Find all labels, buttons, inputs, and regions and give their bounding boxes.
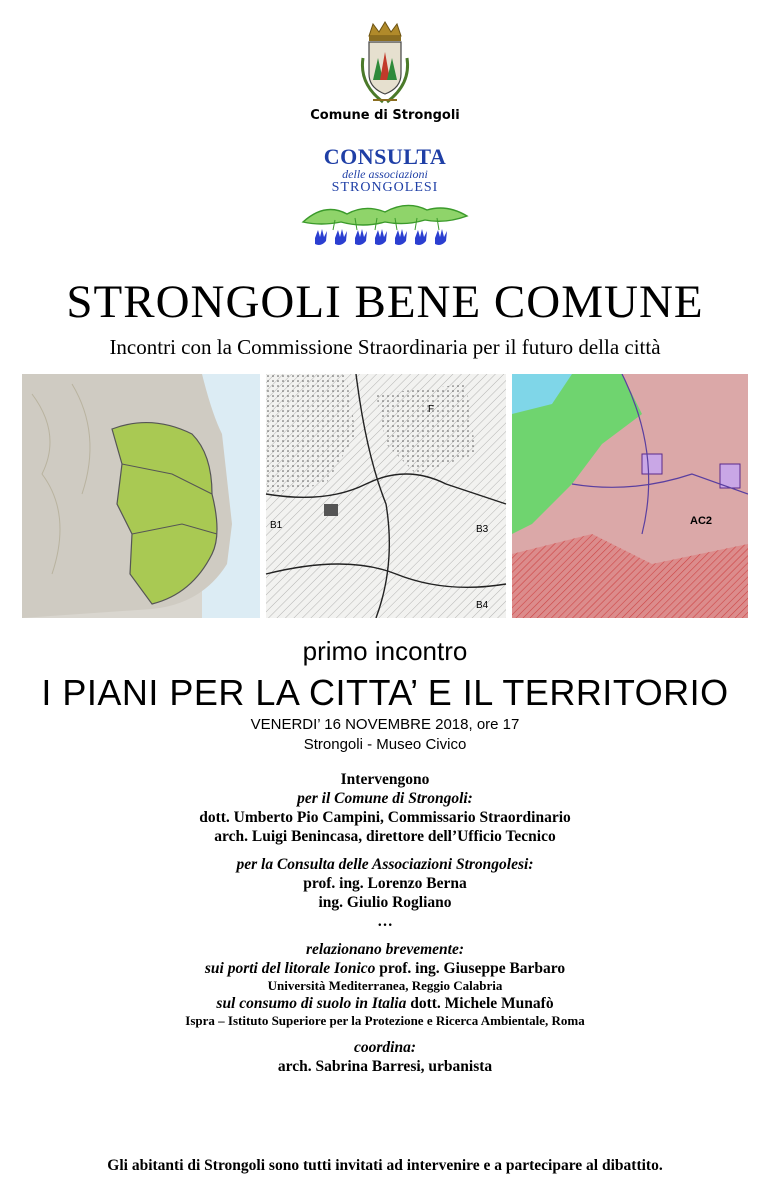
speaker-berna: prof. ing. Lorenzo Berna xyxy=(303,875,467,892)
speaker-campini: dott. Umberto Pio Campini, Commissario Straordinario xyxy=(199,809,571,826)
coat-of-arms-logo xyxy=(355,18,415,108)
map-label-f: F xyxy=(428,404,435,415)
speakers-section xyxy=(0,770,770,1076)
brief-item-munafo xyxy=(0,994,770,1013)
brief-item-barbaro xyxy=(0,959,770,978)
coordinator-name: arch. Sabrina Barresi, urbanista xyxy=(277,1058,493,1075)
event-datetime: VENERDI’ 16 NOVEMBRE 2018, ore 17 xyxy=(250,716,520,733)
meeting-topic: I PIANI PER LA CITTA’ E IL TERRITORIO xyxy=(41,672,729,713)
event-place: Strongoli - Museo Civico xyxy=(303,736,467,753)
speaker-benincasa: arch. Luigi Benincasa, direttore dell’Ufficio Tecnico xyxy=(214,828,556,845)
zoning-plan-map xyxy=(512,374,748,618)
map-label-b1: B1 xyxy=(270,520,283,531)
map-label-b4: B4 xyxy=(476,600,489,611)
coordinator-label: coordina: xyxy=(354,1039,416,1056)
invitation-footer: Gli abitanti di Strongoli sono tutti invitati ad intervenire e a partecipare al dibattito. xyxy=(107,1157,663,1174)
consulta-label: per la Consulta delle Associazioni Strongolesi: xyxy=(236,856,534,873)
ellipsis: … xyxy=(377,913,393,930)
territory-map xyxy=(22,374,260,618)
consulta-logo-title: CONSULTA xyxy=(323,144,447,169)
consulta-logo-subtitle: delle associazioni xyxy=(342,167,428,181)
hills-and-hands-icon xyxy=(295,196,475,258)
speaker-rogliano: ing. Giulio Rogliano xyxy=(318,894,452,911)
brief-topic: sul consumo di suolo in Italia xyxy=(216,995,407,1012)
map-images-strip xyxy=(22,374,748,618)
page-subtitle: Incontri con la Commissione Straordinaria per il futuro della città xyxy=(109,335,661,359)
map-label-b3: B3 xyxy=(476,524,489,535)
meeting-label: primo incontro xyxy=(302,636,468,666)
brief-affiliation: Università Mediterranea, Reggio Calabria xyxy=(267,978,503,993)
comune-label: per il Comune di Strongoli: xyxy=(297,790,473,807)
page-title: STRONGOLI BENE COMUNE xyxy=(66,276,704,328)
consulta-logo xyxy=(295,146,475,256)
brief-speaker: dott. Michele Munafò xyxy=(406,995,554,1012)
brief-affiliation: Ispra – Istituto Superiore per la Protezione e Ricerca Ambientale, Roma xyxy=(185,1013,585,1028)
cadastral-plan-map xyxy=(266,374,506,618)
municipality-name: Comune di Strongoli xyxy=(310,108,460,123)
brief-speaker: prof. ing. Giuseppe Barbaro xyxy=(375,960,566,977)
brief-label: relazionano brevemente: xyxy=(306,941,464,958)
map-label-ac2: AC2 xyxy=(690,515,713,527)
consulta-logo-name: STRONGOLESI xyxy=(331,180,439,195)
speakers-heading: Intervengono xyxy=(340,771,430,788)
brief-topic: sui porti del litorale Ionico xyxy=(204,960,376,977)
